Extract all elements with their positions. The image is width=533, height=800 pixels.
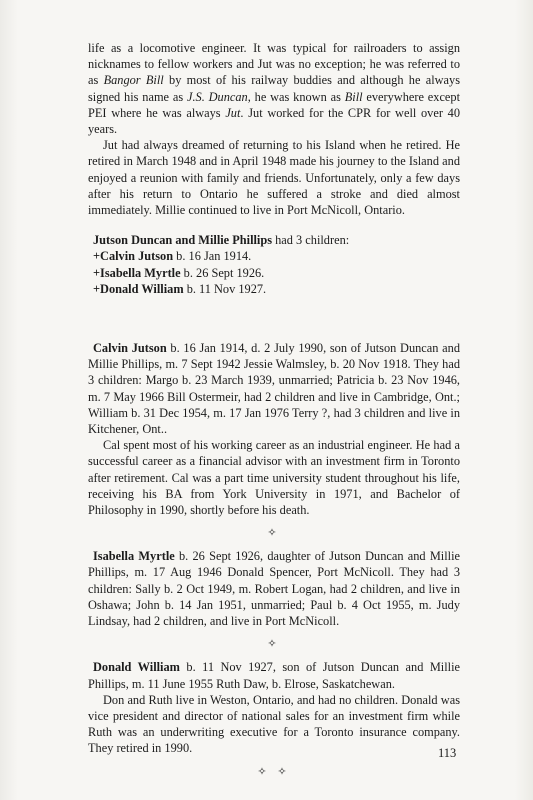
entry-donald-paragraph: Don and Ruth live in Weston, Ontario, and had no children. Donald was vice president and director of national sales for an investment firm while Ruth was an underwriting executive for a Toronto insurance company. They retired in 1990. — [88, 692, 460, 756]
entry-name: Donald William — [93, 660, 180, 675]
entry-donald — [88, 659, 460, 691]
children-count-text: had 3 children: — [272, 233, 350, 248]
parents-names: Jutson Duncan and Millie Phillips — [93, 233, 273, 248]
intro-paragraph-1 — [88, 40, 460, 137]
entry-name: Isabella Myrtle — [93, 549, 175, 564]
child-name: +Calvin Jutson — [93, 249, 174, 264]
nickname-jut: Jut — [225, 105, 241, 120]
diamond-divider-icon: ✧ — [267, 527, 281, 540]
double-diamond-divider-icon: ✧ ✧ — [257, 765, 291, 778]
intro-text-segment: by most of his railway buddies and although he always signed his name as — [88, 73, 460, 104]
intro-text-segment: everywhere except PEI where he was always — [88, 89, 461, 120]
page-number: 113 — [438, 746, 457, 760]
nickname-bill: Bill — [344, 89, 363, 104]
child-name: +Isabella Myrtle — [93, 265, 181, 280]
section-spacer — [88, 297, 460, 340]
child-item — [93, 265, 460, 281]
entry-isabella — [88, 548, 460, 629]
children-list — [93, 232, 460, 297]
nickname-bangor-bill: Bangor Bill — [103, 73, 164, 88]
entry-name: Calvin Jutson — [93, 341, 167, 356]
intro-paragraph-2: Jut had always dreamed of returning to his Island when he retired. He retired in March 1948 and in April 1948 made his journey to the Island and enjoyed a reunion with family and friends. Unfortunately, only a few days after his return to Ontario he suffered a stroke and died almost immediately. Millie continued to live in Port McNicoll, Ontario. — [88, 138, 460, 218]
entry-text: b. 11 Nov 1927, son of Jutson Duncan and Millie Phillips, m. 11 June 1955 Ruth Daw, b. Elrose, Saskatchewan. — [88, 660, 461, 691]
entry-text: b. 16 Jan 1914, d. 2 July 1990, son of Jutson Duncan and Millie Phillips, m. 7 Sept 1942 Jessie Walmsley, b. 20 Nov 1918. They had 3 children: Margo b. 23 March 1939, unmarried; Patricia b. 23 Nov 1946, m. 7 May 1966 Bill Ostermeir, had 2 children and live in Cambridge, Ont.; William b. 31 Dec 1954, m. 17 Jan 1976 Terry ?, had 3 children and live in Kitchener, Ont.. — [88, 341, 460, 437]
child-item — [93, 281, 460, 297]
page-content — [88, 40, 460, 787]
child-birth: b. 16 Jan 1914. — [173, 249, 252, 264]
entry-text: b. 26 Sept 1926, daughter of Jutson Duncan and Millie Phillips, m. 17 Aug 1946 Donald Spencer, Port McNicoll. They had 3 children: Sally b. 2 Oct 1949, m. Robert Logan, had 2 children, and live in Oshawa; John b. 14 Jan 1951, unmarried; Paul b. 4 Oct 1955, m. Judy Lindsay, had 2 children, and live in Port McNicoll. — [88, 549, 460, 629]
entry-calvin-paragraph: Cal spent most of his working career as an industrial engineer. He had a successful career as a financial advisor with an investment firm in Toronto after retirement. Cal was a part time university student throughout his life, receiving his BA from York University in 1971, and Bachelor of Philosophy in 1990, shortly before his death. — [88, 438, 460, 518]
intro-text-segment: . Jut worked for the CPR for well over 40 years. — [88, 105, 460, 137]
child-birth: b. 26 Sept 1926. — [180, 265, 265, 280]
entry-calvin — [88, 340, 460, 437]
children-list-header — [93, 232, 460, 248]
diamond-divider-icon: ✧ — [267, 638, 281, 651]
child-name: +Donald William — [93, 281, 184, 296]
intro-text-segment: , he was known as — [247, 89, 345, 104]
signature-name: J.S. Duncan — [186, 89, 248, 104]
intro-text-segment: life as a locomotive engineer. It was typical for railroaders to assign nicknames to fellow workers and Jut was no exception; he was referred to as — [88, 41, 460, 88]
child-birth: b. 11 Nov 1927. — [183, 281, 267, 296]
child-item — [93, 248, 460, 264]
